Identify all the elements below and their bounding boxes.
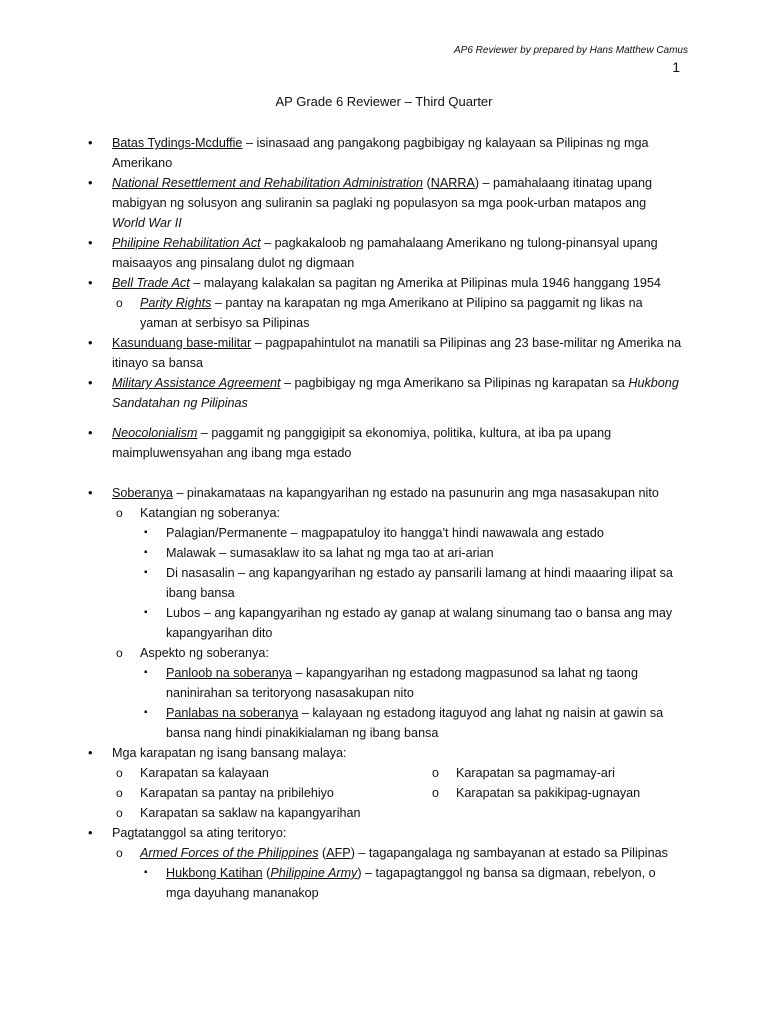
sublist-label: Pagtatanggol sa ating teritoryo: — [112, 826, 287, 840]
sub-bullet-marker: o — [116, 296, 123, 310]
item-text: Karapatan sa saklaw na kapangyarihan — [140, 806, 361, 820]
list-item-panloob — [0, 663, 768, 703]
term-paren: ( — [423, 176, 431, 190]
list-item-saklaw-na-kapangyarihan — [0, 803, 768, 823]
spacer — [0, 413, 768, 423]
sub-bullet-marker: o — [116, 766, 123, 780]
bullet-marker: • — [88, 335, 93, 350]
definition: – malayang kalakalan sa pagitan ng Amerika at Pilipinas mula 1946 hanggang 1954 — [189, 276, 661, 290]
item-text: Palagian/Permanente – magpapatuloy ito hangga't hindi nawawala ang estado — [166, 526, 604, 540]
item-text: Karapatan sa pantay na pribilehiyo — [140, 786, 334, 800]
list-item-kalayaan — [0, 763, 768, 783]
sub-bullet-marker: o — [432, 786, 440, 800]
definition: – pagkakaloob ng pamahalaang Amerikano ng tulong-pinansyal upang maisaayos ang pinsalang dulot ng digmaan — [112, 236, 658, 270]
definition: – kapangyarihan ng estadong magpasunod sa lahat ng taong naninirahan sa teritoryong nasasakupan nito — [166, 666, 638, 700]
sublist-label: Aspekto ng soberanya: — [140, 646, 269, 660]
list-item-aspekto — [0, 643, 768, 663]
definition: ) – tagapagtanggol ng bansa sa digmaan, rebelyon, o mga dayuhang mananakop — [166, 866, 656, 900]
definition: – pagpapahintulot na manatili sa Pilipinas ang 23 base-militar ng Amerika na itinayo sa bansa — [112, 336, 682, 370]
definition: – kalayaan ng estadong itaguyod ang lahat ng naisin at gawin sa bansa nang hindi pinakikialaman ng ibang bansa — [166, 706, 664, 740]
term: Armed Forces of the Philippines — [140, 846, 319, 860]
list-item-bell-trade-act — [0, 273, 768, 293]
term-abbreviation: NARRA — [430, 176, 475, 190]
page-number: 1 — [672, 59, 680, 75]
square-bullet-marker: ▪ — [144, 567, 148, 578]
term: Parity Rights — [140, 296, 212, 310]
term: Kasunduang base-militar — [112, 336, 252, 350]
bullet-marker: • — [88, 275, 93, 290]
list-item-base-militar — [0, 333, 768, 373]
square-bullet-marker: ▪ — [144, 707, 148, 718]
sub-bullet-marker: o — [116, 846, 123, 860]
list-item-di-nasasalin — [0, 563, 768, 603]
definition: – pinakamataas na kapangyarihan ng estado na pasunurin ang mga nasasakupan nito — [172, 486, 659, 500]
list-item-pakikipag-ugnayan — [432, 783, 640, 803]
term: Panlabas na soberanya — [166, 706, 299, 720]
bullet-marker: • — [88, 425, 93, 440]
sub-bullet-marker: o — [116, 506, 123, 520]
sub-bullet-marker: o — [116, 806, 123, 820]
term-paren: ( — [262, 866, 271, 880]
term: Military Assistance Agreement — [112, 376, 281, 390]
definition: ) – tagapangalaga ng sambayanan at estado sa Pilipinas — [350, 846, 668, 860]
square-bullet-marker: ▪ — [144, 867, 148, 878]
list-item-tydings — [0, 133, 768, 173]
list-item-neocolonialism — [0, 423, 768, 463]
term: Batas Tydings-Mcduffie — [112, 136, 243, 150]
bullet-marker: • — [88, 375, 93, 390]
karapatan-row-1 — [0, 763, 768, 783]
sub-bullet-marker: o — [116, 786, 123, 800]
term: Bell Trade Act — [112, 276, 190, 290]
header-credit: AP6 Reviewer by prepared by Hans Matthew Camus — [454, 45, 688, 56]
list-item-malawak — [0, 543, 768, 563]
bullet-marker: • — [88, 135, 93, 150]
list-item-panlabas — [0, 703, 768, 743]
bullet-marker: • — [88, 235, 93, 250]
item-text: Di nasasalin – ang kapangyarihan ng estado ay pansarili lamang at hindi maaaring ilipat sa ibang bansa — [166, 566, 673, 600]
term: Hukbong Katihan — [166, 866, 263, 880]
document-title: AP Grade 6 Reviewer – Third Quarter — [275, 94, 493, 109]
square-bullet-marker: ▪ — [144, 667, 148, 678]
term: National Resettlement and Rehabilitation Administration — [112, 176, 424, 190]
sublist-label: Katangian ng soberanya: — [140, 506, 281, 520]
sublist-label: Mga karapatan ng isang bansang malaya: — [112, 746, 347, 760]
bullet-marker: • — [88, 485, 93, 500]
list-item-afp — [0, 843, 768, 863]
square-bullet-marker: ▪ — [144, 547, 148, 558]
karapatan-row-2 — [0, 783, 768, 803]
list-item-parity-rights — [0, 293, 768, 333]
list-item-military-assistance — [0, 373, 768, 413]
list-item-katangian — [0, 503, 768, 523]
definition: – pagbibigay ng mga Amerikano sa Pilipinas ng karapatan sa — [280, 376, 629, 390]
square-bullet-marker: ▪ — [144, 527, 148, 538]
item-text: Malawak – sumasaklaw ito sa lahat ng mga tao at ari-arian — [166, 546, 494, 560]
definition-italic: Hukbong Sandatahan ng Pilipinas — [112, 376, 679, 410]
item-text: Karapatan sa pakikipag-ugnayan — [456, 786, 641, 800]
item-text: Karapatan sa kalayaan — [140, 766, 269, 780]
definition: ) – pamahalaang itinatag upang mabigyan ng solusyon ang suliranin sa paglaki ng populasyon sa mga pook-urban matapos ang — [112, 176, 653, 210]
term-abbreviation: AFP — [326, 846, 351, 860]
term: Soberanya — [112, 486, 173, 500]
definition: – pantay na karapatan ng mga Amerikano at Pilipino sa paggamit ng likas na yaman at serbisyo sa Pilipinas — [140, 296, 643, 330]
term: Philipine Rehabilitation Act — [112, 236, 261, 250]
list-item-narra — [0, 173, 768, 233]
bullet-marker: • — [88, 175, 93, 190]
list-item-hukbong-katihan — [0, 863, 768, 903]
definition: – paggamit ng panggigipit sa ekonomiya, politika, kultura, at iba pa upang maimpluwensyahan ang ibang mga estado — [112, 426, 612, 460]
bullet-marker: • — [88, 745, 93, 760]
item-text: Lubos – ang kapangyarihan ng estado ay ganap at walang sinumang tao o bansa ang may kapangyarihan dito — [166, 606, 673, 640]
list-item-karapatan — [0, 743, 768, 763]
bullet-marker: • — [88, 825, 93, 840]
definition: – isinasaad ang pangakong pagbibigay ng kalayaan sa Pilipinas ng mga Amerikano — [112, 136, 649, 170]
square-bullet-marker: ▪ — [144, 607, 148, 618]
list-item-lubos — [0, 603, 768, 643]
list-item-pantay-na-pribilehiyo — [0, 783, 768, 803]
term: Neocolonialism — [112, 426, 198, 440]
term-english: Philippine Army — [270, 866, 358, 880]
definition-italic: World War II — [112, 216, 182, 230]
list-item-soberanya — [0, 483, 768, 503]
sub-bullet-marker: o — [432, 766, 440, 780]
term-paren: ( — [318, 846, 327, 860]
spacer — [0, 463, 768, 483]
term: Panloob na soberanya — [166, 666, 293, 680]
sub-bullet-marker: o — [116, 646, 123, 660]
list-item-pagtatanggol — [0, 823, 768, 843]
list-item-pagmamay-ari — [432, 763, 615, 783]
item-text: Karapatan sa pagmamay-ari — [456, 766, 615, 780]
reviewer-content — [0, 133, 768, 903]
list-item-rehabilitation-act — [0, 233, 768, 273]
list-item-palagian — [0, 523, 768, 543]
